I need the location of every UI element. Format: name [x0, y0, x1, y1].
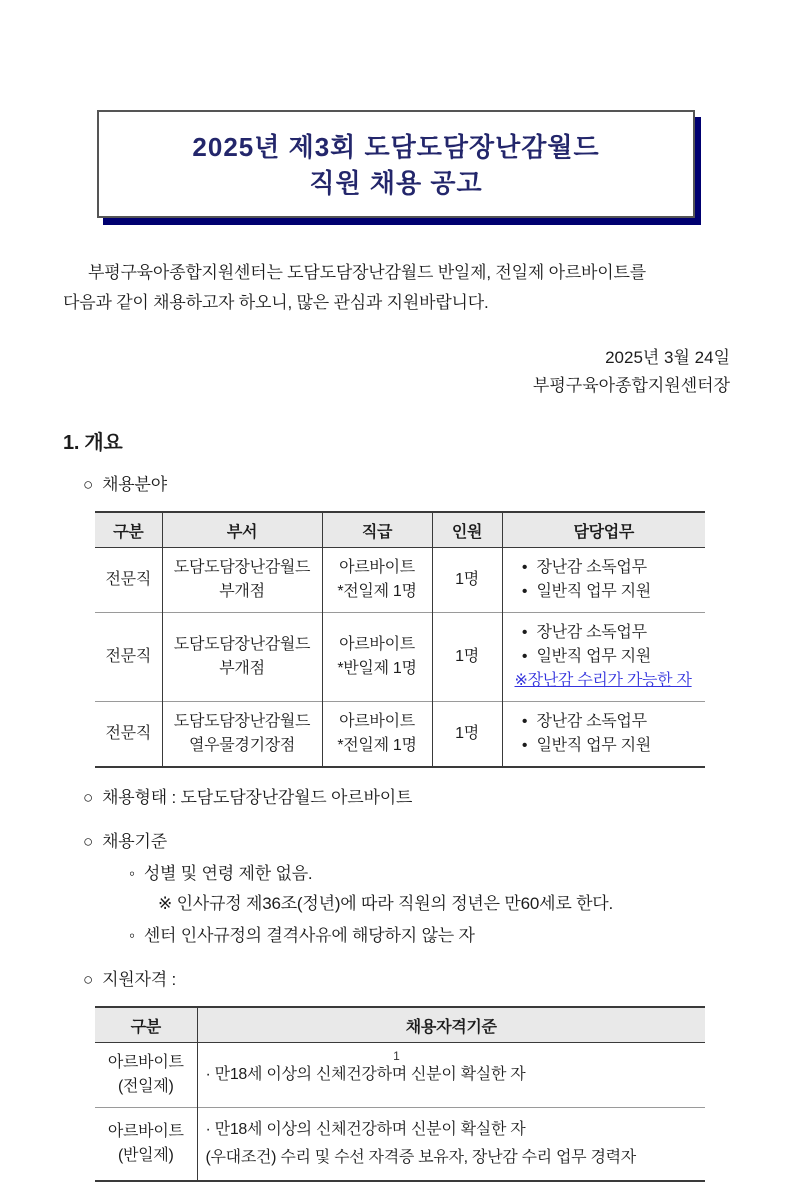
- recruit-field-label: 채용분야: [102, 475, 167, 494]
- cell-criteria: · 만18세 이상의 신체건강하며 신분이 확실한 자 (우대조건) 수리 및 수선 자격증 보유자, 장난감 수리 업무 경력자: [197, 1108, 705, 1182]
- dot-bullet-icon: •: [521, 559, 528, 576]
- qualification-table-header-row: [95, 1007, 705, 1043]
- circle-bullet-icon: ○: [83, 970, 94, 989]
- list-item-employment-type: ○ 채용형태 : 도담도담장난감월드 아르바이트: [63, 784, 730, 812]
- dot-bullet-icon: •: [521, 648, 528, 665]
- list-note-retirement-age: ※ 인사규정 제36조(정년)에 따라 직원의 정년은 만60세로 한다.: [158, 894, 614, 913]
- dot-bullet-icon: •: [521, 713, 528, 730]
- recruitment-table: [95, 511, 705, 768]
- cell-headcount: 1명: [432, 702, 502, 768]
- announcement-date: 2025년 3월 24일: [605, 348, 730, 367]
- cell-duties: • 장난감 소독업무 • 일반직 업무 지원: [502, 548, 705, 613]
- circle-bullet-icon: ○: [83, 832, 94, 851]
- table-row: [95, 548, 705, 613]
- cell-duties: • 장난감 소독업무 • 일반직 업무 지원 ※장난감 수리가 가능한 자: [502, 613, 705, 702]
- cell-category: 전문직: [105, 571, 151, 588]
- date-block: [63, 344, 730, 400]
- table-row: [95, 1108, 705, 1182]
- intro-line-2: 다음과 같이 채용하고자 하오니, 많은 관심과 지원바랍니다.: [63, 293, 489, 312]
- cell-category: 전문직: [105, 648, 151, 665]
- col-header-type: 구분: [95, 1007, 197, 1043]
- small-circle-bullet-icon: ◦: [129, 864, 135, 883]
- dot-bullet-icon: •: [521, 583, 528, 600]
- intro-line-1: 부평구육아종합지원센터는 도담도담장난감월드 반일제, 전일제 아르바이트를: [88, 263, 646, 282]
- section-heading-overview: 1. 개요: [63, 432, 123, 454]
- list-item-qualification: ○ 지원자격 :: [63, 966, 730, 994]
- cell-type: 아르바이트 (반일제): [107, 1123, 184, 1164]
- small-circle-bullet-icon: ◦: [129, 926, 135, 945]
- cell-position: 아르바이트 *전일제 1명: [322, 702, 432, 768]
- cell-category: 전문직: [105, 725, 151, 742]
- circle-bullet-icon: ○: [83, 788, 94, 807]
- recruitment-table-header-row: [95, 512, 705, 548]
- signer: 부평구육아종합지원센터장: [532, 376, 730, 395]
- col-header-headcount: 인원: [432, 512, 502, 548]
- cell-position: 아르바이트 *반일제 1명: [322, 613, 432, 702]
- table-row: [95, 702, 705, 768]
- list-subitem-age-gender: ◦ 성별 및 연령 제한 없음.: [63, 860, 730, 888]
- col-header-department: 부서: [162, 512, 322, 548]
- cell-department: 도담도담장난감월드 부개점: [162, 613, 322, 702]
- intro-paragraph: [63, 258, 730, 318]
- cell-type: 아르바이트 (전일제): [107, 1054, 184, 1095]
- title-box: [97, 110, 695, 218]
- cell-position: 아르바이트 *전일제 1명: [322, 548, 432, 613]
- list-item-criteria: ○ 채용기준: [63, 828, 730, 856]
- cell-department: 도담도담장난감월드 부개점: [162, 548, 322, 613]
- title-line-2: 직원 채용 공고: [309, 168, 483, 198]
- cell-criteria: · 만18세 이상의 신체건강하며 신분이 확실한 자: [197, 1043, 705, 1108]
- qualification-table: [95, 1006, 705, 1182]
- dot-bullet-icon: •: [521, 737, 528, 754]
- list-subitem-disqualification: ◦ 센터 인사규정의 결격사유에 해당하지 않는 자: [63, 922, 730, 950]
- col-header-category: 구분: [95, 512, 162, 548]
- circle-bullet-icon: ○: [83, 475, 94, 494]
- cell-headcount: 1명: [432, 548, 502, 613]
- cell-duties: • 장난감 소독업무 • 일반직 업무 지원: [502, 702, 705, 768]
- cell-headcount: 1명: [432, 613, 502, 702]
- title-line-1: 2025년 제3회 도담도담장난감월드: [192, 132, 600, 162]
- col-header-position: 직급: [322, 512, 432, 548]
- col-header-duties: 담당업무: [502, 512, 705, 548]
- repair-note: ※장난감 수리가 가능한 자: [514, 672, 692, 689]
- dot-bullet-icon: •: [521, 624, 528, 641]
- cell-department: 도담도담장난감월드 열우물경기장점: [162, 702, 322, 768]
- col-header-criteria: 채용자격기준: [197, 1007, 705, 1043]
- page-number: 1: [393, 1049, 400, 1063]
- table-row: [95, 613, 705, 702]
- list-item-recruit-field: [63, 471, 730, 499]
